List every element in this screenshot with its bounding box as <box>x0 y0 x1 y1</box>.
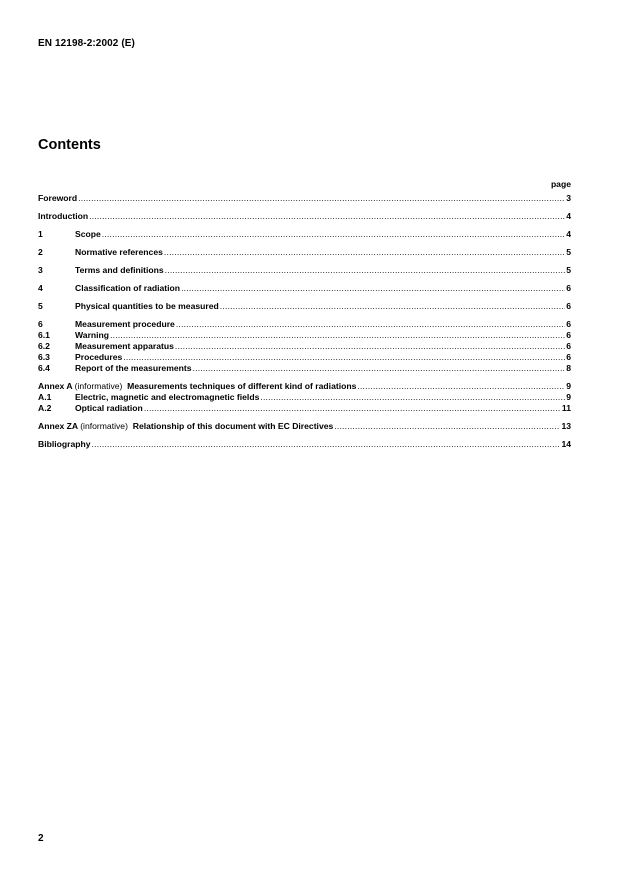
toc-entry-title-text: Normative references <box>75 247 163 257</box>
toc-entry[interactable] <box>38 330 571 341</box>
toc-entry-page: 9 <box>566 392 571 402</box>
toc-entry-title <box>75 229 101 240</box>
toc-entry-qualifier: (informative) <box>74 381 123 391</box>
toc-entry-title-text: Bibliography <box>38 439 91 449</box>
toc-entry[interactable] <box>38 439 571 450</box>
toc-entry-page: 6 <box>566 319 571 329</box>
toc-leader-dots <box>220 301 565 312</box>
toc-entry[interactable] <box>38 363 571 374</box>
toc-entry[interactable] <box>38 265 571 276</box>
toc-entry-title-text: Measurement procedure <box>75 319 175 329</box>
toc-entry-number: 4 <box>38 283 43 293</box>
toc-entry-number: 2 <box>38 247 43 257</box>
toc-leader-dots <box>175 341 565 352</box>
toc-entry-page: 6 <box>566 301 571 311</box>
toc-entry-title-text: Annex ZA <box>38 421 78 431</box>
toc-entry-title <box>38 381 356 392</box>
toc-entry-title-text: Terms and definitions <box>75 265 164 275</box>
toc-entry-title <box>75 301 219 312</box>
toc-leader-dots <box>89 211 565 222</box>
toc-entry-number: 5 <box>38 301 43 311</box>
toc-entry[interactable] <box>38 229 571 240</box>
toc-entry-page: 6 <box>566 341 571 351</box>
toc-entry-title-text: Measurement apparatus <box>75 341 174 351</box>
toc-entry[interactable] <box>38 421 571 432</box>
toc-entry-page: 6 <box>566 330 571 340</box>
page-number: 2 <box>38 833 44 844</box>
toc-entry-title <box>75 363 192 374</box>
toc-entry-number: A.2 <box>38 403 52 413</box>
toc-entry-number: 1 <box>38 229 43 239</box>
toc-entry-title <box>75 330 109 341</box>
toc-entry-page: 8 <box>566 363 571 373</box>
toc-leader-dots <box>193 363 566 374</box>
toc-entry-page: 3 <box>566 193 571 203</box>
toc-entry-title <box>38 193 77 204</box>
toc-entries <box>38 193 571 450</box>
toc-leader-dots <box>165 265 566 276</box>
toc-entry-title <box>75 319 175 330</box>
toc-entry[interactable] <box>38 211 571 222</box>
toc-entry[interactable] <box>38 283 571 294</box>
toc-entry-title <box>75 392 259 403</box>
toc-entry-title-text: Procedures <box>75 352 123 362</box>
toc-entry-title-rest: Relationship of this document with EC Directives <box>132 421 334 431</box>
toc-entry-number: 6.4 <box>38 363 50 373</box>
toc-entry-number: A.1 <box>38 392 52 402</box>
toc-entry-number: 6.3 <box>38 352 50 362</box>
page-column-label: page <box>550 179 571 189</box>
toc-leader-dots <box>110 330 565 341</box>
toc-entry[interactable] <box>38 193 571 204</box>
toc-entry[interactable] <box>38 301 571 312</box>
toc-leader-dots <box>78 193 565 204</box>
toc-entry-page: 4 <box>566 211 571 221</box>
toc-entry-title <box>75 403 143 414</box>
toc-entry-qualifier: (informative) <box>80 421 128 431</box>
table-of-contents <box>38 178 571 450</box>
toc-entry-title-text: Physical quantities to be measured <box>75 301 219 311</box>
toc-leader-dots <box>102 229 565 240</box>
toc-entry[interactable] <box>38 403 571 414</box>
toc-entry[interactable] <box>38 392 571 403</box>
toc-entry-title-text: Optical radiation <box>75 403 143 413</box>
toc-leader-dots <box>164 247 565 258</box>
toc-entry-page: 4 <box>566 229 571 239</box>
toc-entry-number: 6 <box>38 319 43 329</box>
toc-entry-page: 13 <box>561 421 571 431</box>
toc-entry[interactable] <box>38 381 571 392</box>
toc-entry-title <box>75 341 174 352</box>
toc-entry-page: 5 <box>566 265 571 275</box>
toc-entry[interactable] <box>38 319 571 330</box>
toc-leader-dots <box>123 352 565 363</box>
toc-entry-title-text: Classification of radiation <box>75 283 181 293</box>
toc-leader-dots <box>176 319 565 330</box>
toc-entry-title <box>75 352 122 363</box>
toc-entry-title-text: Scope <box>75 229 101 239</box>
toc-leader-dots <box>260 392 565 403</box>
toc-leader-dots <box>181 283 565 294</box>
toc-entry-title <box>38 421 333 432</box>
toc-leader-dots <box>92 439 561 450</box>
toc-entry-title-text: Warning <box>75 330 110 340</box>
toc-leader-dots <box>334 421 560 432</box>
toc-entry[interactable] <box>38 247 571 258</box>
toc-entry-title-rest: Measurements techniques of different kind of radiations <box>127 381 357 391</box>
toc-entry-page: 5 <box>566 247 571 257</box>
contents-heading: Contents <box>38 137 101 153</box>
toc-entry-page: 6 <box>566 283 571 293</box>
toc-entry-page: 6 <box>566 352 571 362</box>
toc-entry-title-text: Report of the measurements <box>75 363 192 373</box>
toc-entry-title-text: Foreword <box>38 193 78 203</box>
toc-entry-title <box>75 247 163 258</box>
toc-entry-title <box>75 265 164 276</box>
toc-entry[interactable] <box>38 341 571 352</box>
toc-entry-title-text: Introduction <box>38 211 89 221</box>
toc-entry-title-text: Electric, magnetic and electromagnetic fields <box>75 392 260 402</box>
toc-entry-number: 3 <box>38 265 43 275</box>
toc-entry-title <box>38 211 88 222</box>
toc-entry-number: 6.1 <box>38 330 50 340</box>
toc-leader-dots <box>357 381 565 392</box>
toc-entry-page: 11 <box>561 403 571 413</box>
toc-entry-page: 14 <box>561 439 571 449</box>
toc-leader-dots <box>144 403 561 414</box>
toc-entry[interactable] <box>38 352 571 363</box>
toc-entry-title-text: Annex A <box>38 381 73 391</box>
document-header: EN 12198-2:2002 (E) <box>38 38 135 49</box>
toc-entry-page: 9 <box>566 381 571 391</box>
toc-entry-title <box>38 439 91 450</box>
toc-entry-title <box>75 283 180 294</box>
toc-entry-number: 6.2 <box>38 341 50 351</box>
